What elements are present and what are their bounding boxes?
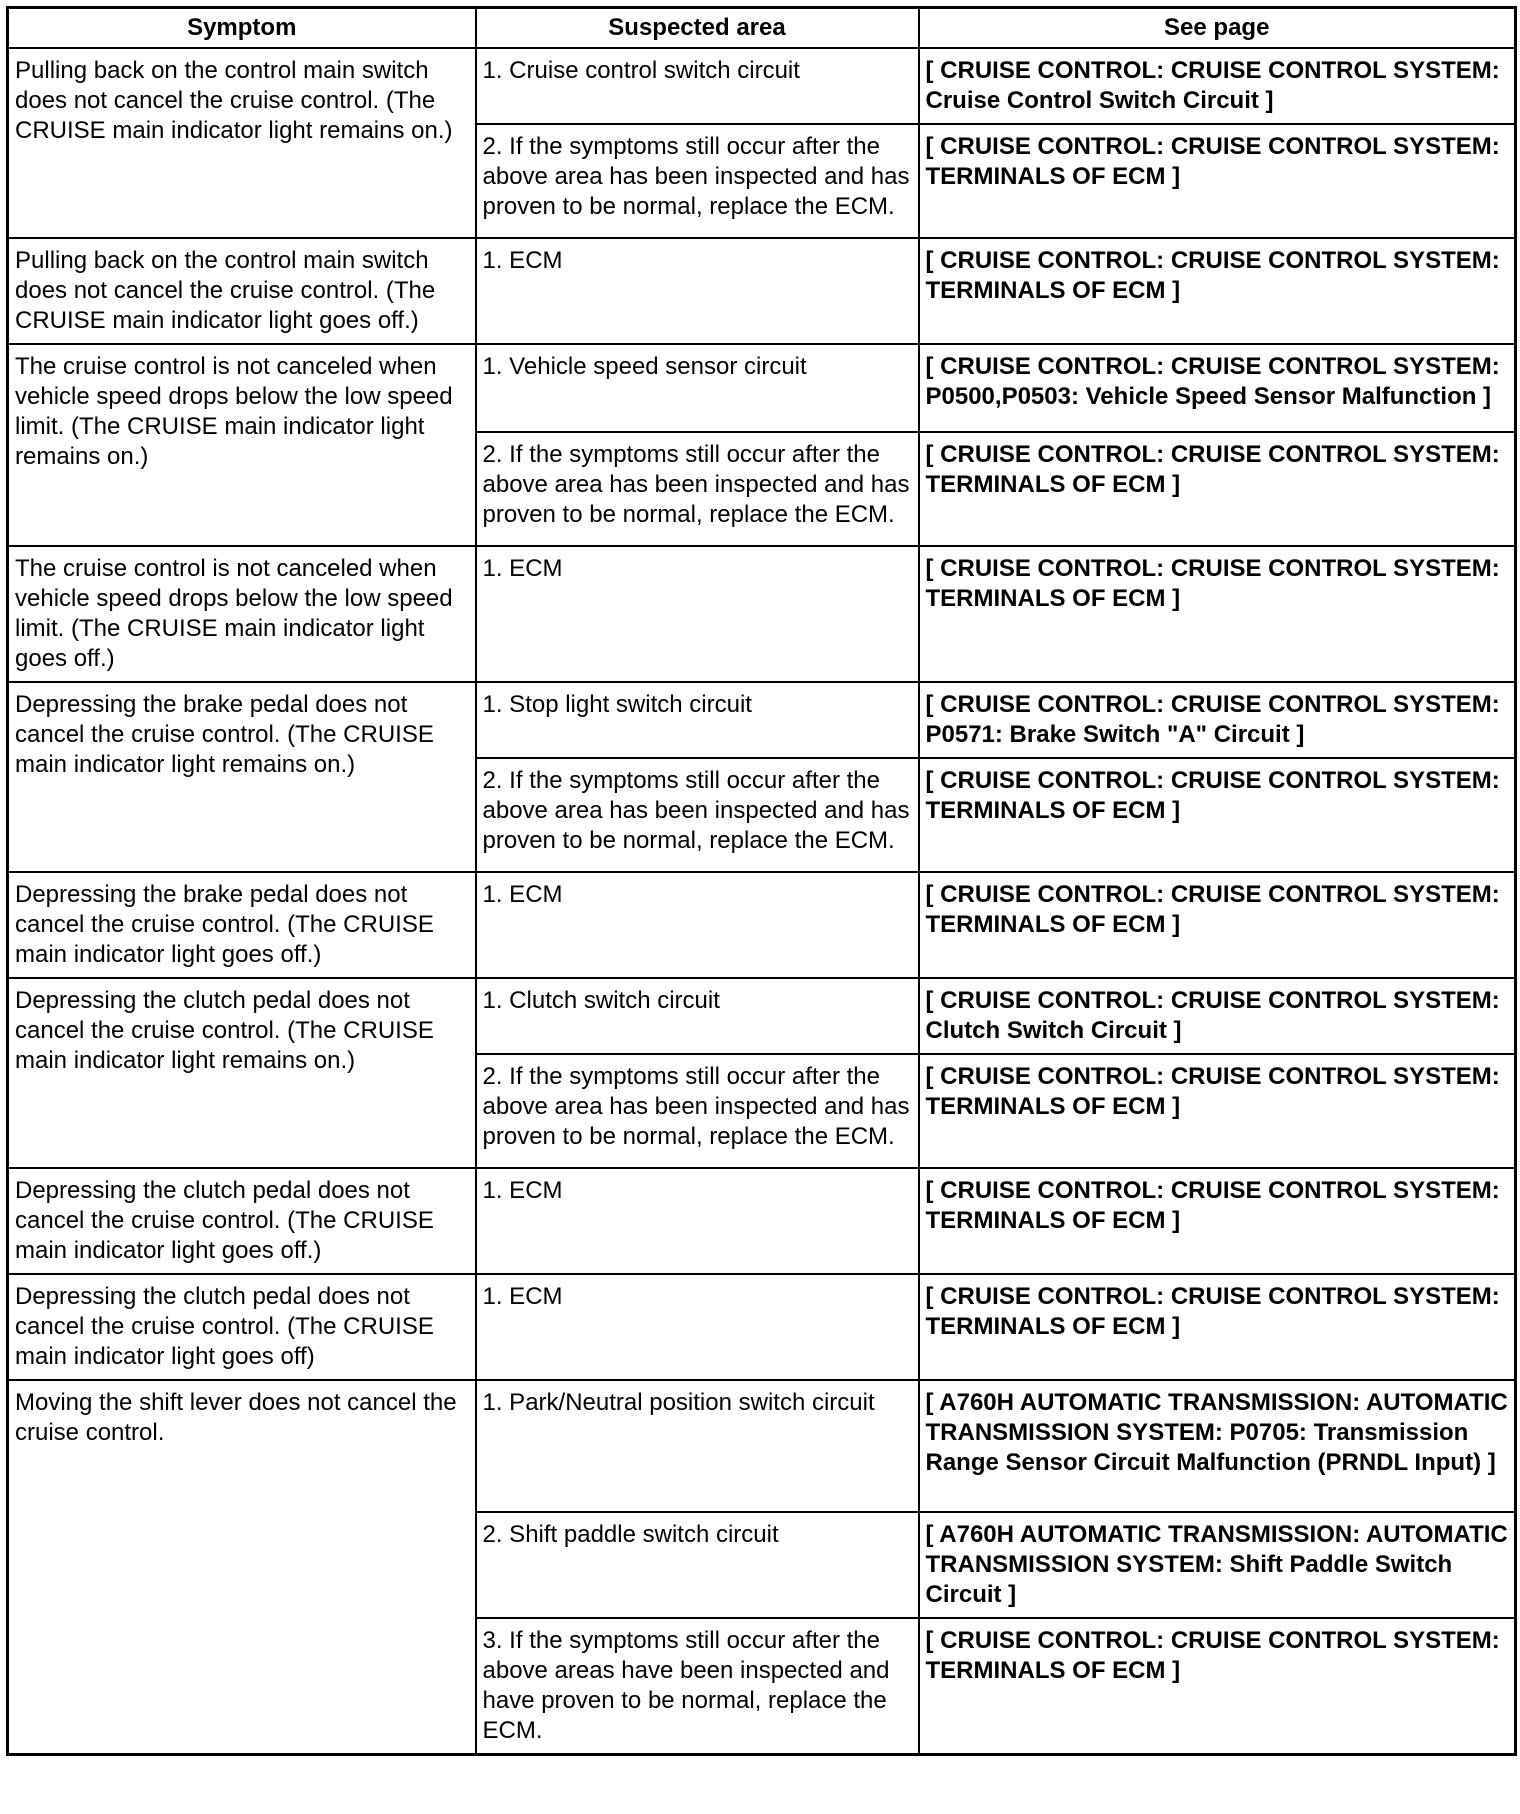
see-page-cell: [ CRUISE CONTROL: CRUISE CONTROL SYSTEM: TERMINALS OF ECM ] — [919, 758, 1516, 872]
symptom-cell: Pulling back on the control main switch does not cancel the cruise control. (The CRUISE main indicator light goes off.) — [8, 238, 476, 344]
see-page-cell: [ CRUISE CONTROL: CRUISE CONTROL SYSTEM: Clutch Switch Circuit ] — [919, 978, 1516, 1054]
see-page-cell: [ CRUISE CONTROL: CRUISE CONTROL SYSTEM: TERMINALS OF ECM ] — [919, 546, 1516, 682]
see-page-cell: [ CRUISE CONTROL: CRUISE CONTROL SYSTEM: TERMINALS OF ECM ] — [919, 432, 1516, 546]
suspected-area-cell: 3. If the symptoms still occur after the above areas have been inspected and have proven to be normal, replace the ECM. — [476, 1618, 919, 1755]
suspected-area-cell: 1. ECM — [476, 872, 919, 978]
table-row — [8, 1168, 1516, 1274]
see-page-cell: [ CRUISE CONTROL: CRUISE CONTROL SYSTEM: Cruise Control Switch Circuit ] — [919, 48, 1516, 124]
table-row — [8, 682, 1516, 758]
see-page-cell: [ CRUISE CONTROL: CRUISE CONTROL SYSTEM: TERMINALS OF ECM ] — [919, 1168, 1516, 1274]
suspected-area-cell: 1. ECM — [476, 1274, 919, 1380]
see-page-cell: [ CRUISE CONTROL: CRUISE CONTROL SYSTEM: TERMINALS OF ECM ] — [919, 1274, 1516, 1380]
see-page-cell: [ CRUISE CONTROL: CRUISE CONTROL SYSTEM: TERMINALS OF ECM ] — [919, 1054, 1516, 1168]
suspected-area-cell: 1. ECM — [476, 1168, 919, 1274]
suspected-area-cell: 1. ECM — [476, 546, 919, 682]
see-page-cell: [ A760H AUTOMATIC TRANSMISSION: AUTOMATIC TRANSMISSION SYSTEM: Shift Paddle Switch Circuit ] — [919, 1512, 1516, 1618]
suspected-area-cell: 2. If the symptoms still occur after the above area has been inspected and has proven to be normal, replace the ECM. — [476, 1054, 919, 1168]
suspected-area-cell: 2. If the symptoms still occur after the above area has been inspected and has proven to be normal, replace the ECM. — [476, 124, 919, 238]
see-page-cell: [ CRUISE CONTROL: CRUISE CONTROL SYSTEM: TERMINALS OF ECM ] — [919, 238, 1516, 344]
symptom-cell: Moving the shift lever does not cancel the cruise control. — [8, 1380, 476, 1755]
symptom-cell: Depressing the brake pedal does not cancel the cruise control. (The CRUISE main indicator light goes off.) — [8, 872, 476, 978]
problem-symptoms-table — [6, 6, 1517, 1756]
suspected-area-cell: 1. Vehicle speed sensor circuit — [476, 344, 919, 432]
suspected-area-cell: 1. ECM — [476, 238, 919, 344]
see-page-cell: [ CRUISE CONTROL: CRUISE CONTROL SYSTEM: TERMINALS OF ECM ] — [919, 124, 1516, 238]
header-symptom: Symptom — [8, 8, 476, 49]
suspected-area-cell: 2. Shift paddle switch circuit — [476, 1512, 919, 1618]
see-page-cell: [ CRUISE CONTROL: CRUISE CONTROL SYSTEM: P0500,P0503: Vehicle Speed Sensor Malfunction ] — [919, 344, 1516, 432]
suspected-area-cell: 1. Clutch switch circuit — [476, 978, 919, 1054]
symptom-cell: Depressing the clutch pedal does not cancel the cruise control. (The CRUISE main indicator light goes off.) — [8, 1168, 476, 1274]
suspected-area-cell: 2. If the symptoms still occur after the above area has been inspected and has proven to be normal, replace the ECM. — [476, 432, 919, 546]
table-row — [8, 1274, 1516, 1380]
suspected-area-cell: 1. Stop light switch circuit — [476, 682, 919, 758]
suspected-area-cell: 2. If the symptoms still occur after the above area has been inspected and has proven to be normal, replace the ECM. — [476, 758, 919, 872]
symptom-cell: Depressing the brake pedal does not cancel the cruise control. (The CRUISE main indicator light remains on.) — [8, 682, 476, 872]
header-row — [8, 8, 1516, 49]
symptom-cell: The cruise control is not canceled when vehicle speed drops below the low speed limit. (The CRUISE main indicator light remains on.) — [8, 344, 476, 546]
table-row — [8, 344, 1516, 432]
see-page-cell: [ CRUISE CONTROL: CRUISE CONTROL SYSTEM: TERMINALS OF ECM ] — [919, 872, 1516, 978]
symptom-cell: The cruise control is not canceled when vehicle speed drops below the low speed limit. (The CRUISE main indicator light goes off.) — [8, 546, 476, 682]
table-row — [8, 978, 1516, 1054]
see-page-cell: [ CRUISE CONTROL: CRUISE CONTROL SYSTEM: TERMINALS OF ECM ] — [919, 1618, 1516, 1755]
header-suspected-area: Suspected area — [476, 8, 919, 49]
header-see-page: See page — [919, 8, 1516, 49]
table-row — [8, 1380, 1516, 1512]
symptom-cell: Pulling back on the control main switch does not cancel the cruise control. (The CRUISE main indicator light remains on.) — [8, 48, 476, 238]
table-row — [8, 546, 1516, 682]
see-page-cell: [ CRUISE CONTROL: CRUISE CONTROL SYSTEM: P0571: Brake Switch "A" Circuit ] — [919, 682, 1516, 758]
symptom-cell: Depressing the clutch pedal does not cancel the cruise control. (The CRUISE main indicator light remains on.) — [8, 978, 476, 1168]
see-page-cell: [ A760H AUTOMATIC TRANSMISSION: AUTOMATIC TRANSMISSION SYSTEM: P0705: Transmission Range Sensor Circuit Malfunction (PRNDL Input) ] — [919, 1380, 1516, 1512]
suspected-area-cell: 1. Cruise control switch circuit — [476, 48, 919, 124]
table-row — [8, 238, 1516, 344]
table-row — [8, 872, 1516, 978]
suspected-area-cell: 1. Park/Neutral position switch circuit — [476, 1380, 919, 1512]
symptom-cell: Depressing the clutch pedal does not cancel the cruise control. (The CRUISE main indicator light goes off) — [8, 1274, 476, 1380]
table-row — [8, 48, 1516, 124]
